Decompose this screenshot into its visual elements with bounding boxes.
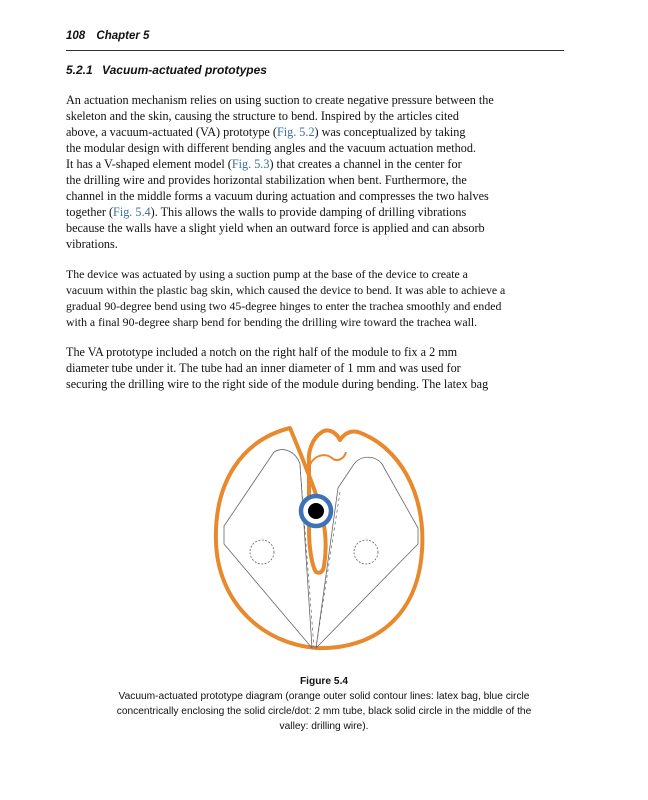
text-line: An actuation mechanism relies on using suction to create negative pressure between the	[66, 93, 494, 107]
right-hole	[354, 540, 378, 564]
paragraph-1	[66, 92, 566, 252]
caption-line: concentrically enclosing the solid circle/dot: 2 mm tube, black solid circle in the middle of the	[116, 706, 532, 717]
text-line: vibrations.	[66, 237, 118, 251]
drilling-wire-dot	[308, 503, 324, 519]
text-line: above, a vacuum-actuated (VA) prototype (Fig. 5.2) was conceptualized by taking	[66, 125, 466, 139]
text-line: vacuum within the plastic bag skin, which caused the device to bend. It was able to achieve a	[66, 283, 506, 297]
text-line: the drilling wire and provides horizontal stabilization when bent. Furthermore, the	[66, 173, 467, 187]
latex-bag-contour	[216, 428, 422, 648]
text-line: with a final 90-degree sharp bend for bending the drilling wire toward the trachea wall.	[66, 315, 478, 329]
header-rule	[66, 50, 564, 51]
figure-reference-link[interactable]: Fig. 5.2	[276, 125, 315, 139]
figure-5-4	[212, 422, 432, 668]
text-line: gradual 90-degree bend using two 45-degree hinges to enter the trachea smoothly and ended	[66, 299, 502, 313]
caption-line: Vacuum-actuated prototype diagram (orange outer solid contour lines: latex bag, blue circle	[118, 691, 530, 702]
text-line: because the walls have a slight yield when an outward force is applied and can absorb	[66, 221, 485, 235]
chapter-label: Chapter 5	[96, 30, 150, 42]
caption-line: valley: drilling wire).	[279, 721, 369, 732]
text-line: skeleton and the skin, causing the structure to bend. Inspired by the articles cited	[66, 109, 459, 123]
text-line: together (Fig. 5.4). This allows the walls to provide damping of drilling vibrations	[66, 205, 467, 219]
paragraph-3	[66, 344, 566, 392]
section-heading	[66, 63, 267, 77]
text-line: It has a V-shaped element model (Fig. 5.3) that creates a channel in the center for	[66, 157, 462, 171]
figure-caption	[66, 674, 582, 734]
va-prototype-diagram	[212, 422, 432, 668]
text-line: The device was actuated by using a suction pump at the base of the device to create a	[66, 267, 468, 281]
figure-reference-link[interactable]: Fig. 5.4	[113, 205, 151, 219]
text-line: securing the drilling wire to the right side of the module during bending. The latex bag	[66, 377, 489, 391]
notch-contour	[309, 452, 346, 468]
figure-label: Figure 5.4	[299, 676, 349, 687]
figure-reference-link[interactable]: Fig. 5.3	[231, 157, 270, 171]
section-number: 5.2.1	[66, 63, 93, 77]
left-hole	[250, 540, 274, 564]
paragraph-2	[66, 266, 566, 330]
text-line: The VA prototype included a notch on the right half of the module to fix a 2 mm	[66, 345, 458, 359]
running-header	[66, 30, 149, 42]
text-line: channel in the middle forms a vacuum during actuation and compresses the two halves	[66, 189, 489, 203]
section-title: Vacuum-actuated prototypes	[102, 63, 267, 77]
right-skeleton-half	[316, 457, 418, 648]
left-skeleton-half	[224, 450, 312, 648]
text-line: diameter tube under it. The tube had an inner diameter of 1 mm and was used for	[66, 361, 461, 375]
text-line: the modular design with different bending angles and the vacuum actuation method.	[66, 141, 476, 155]
page-number: 108	[66, 30, 86, 42]
